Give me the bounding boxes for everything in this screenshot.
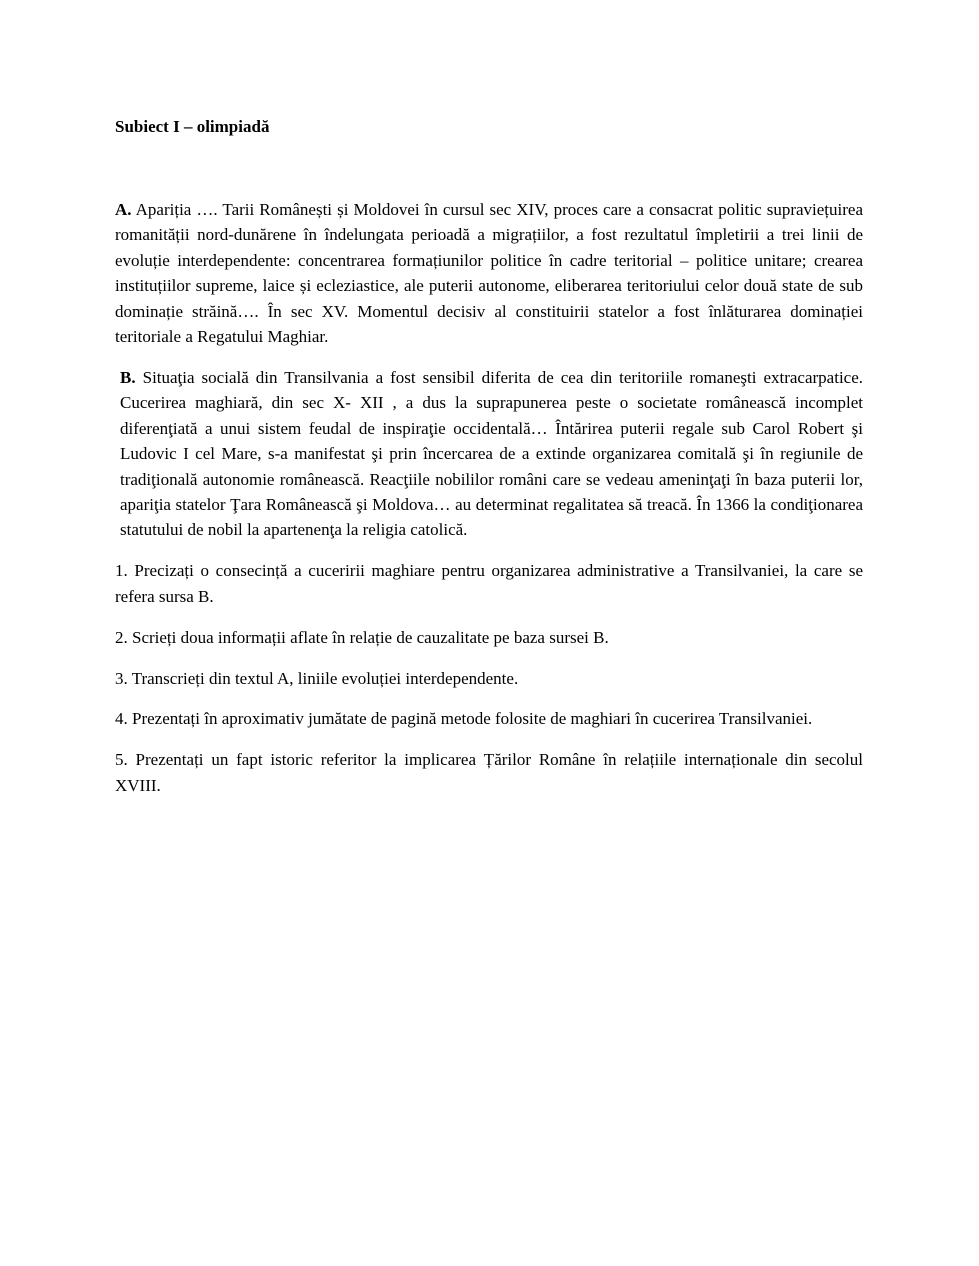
question-5: 5. Prezentați un fapt istoric referitor la implicarea Țărilor Române în relațiile internaționale din secolul XVIII. xyxy=(115,750,863,795)
source-b-label: B. xyxy=(120,367,136,387)
document-title: Subiect I – olimpiadă xyxy=(115,117,270,136)
document-body xyxy=(115,197,863,814)
source-a-paragraph xyxy=(115,197,863,349)
source-b-text: Situaţia socială din Transilvania a fost sensibil diferita de cea din teritoriile romaneşti extracarpatice. Cucerirea maghiară, din sec X- XII , a dus la suprapunerea peste o societate românească incomplet diferenţiată a unui sistem feudal de inspiraţie occidentală… Întărirea puterii regale sub Carol Robert şi Ludovic I cel Mare, s-a manifestat şi prin încercarea de a extinde organizarea comitală şi în regiunile de tradiţională autonomie românească. Reacţiile nobililor români care se vedeau ameninţaţi în baza puterii lor, apariţia statelor Ţara Românească şi Moldova… au determinat regalitatea să treacă. În 1366 la condiţionarea statutului de nobil la apartenenţa la religia catolică. xyxy=(120,367,864,540)
source-a-label: A. xyxy=(115,200,132,219)
question-4: 4. Prezentați în aproximativ jumătate de pagină metode folosite de maghiari în cucerirea Transilvaniei. xyxy=(115,709,813,729)
source-a-text: Apariția …. Tarii Românești și Moldovei în cursul sec XIV, proces care a consacrat politic supraviețuirea romanității nord-dunărene în îndelungata perioadă a migrațiilor, a fost rezultatul împletirii a trei linii de evoluție interdependente: concentrarea formațiunilor politice în cadre teritorial – politice unitare; crearea instituțiilor supreme, laice și ecleziastice, ale puterii autonome, eliberarea teritoriului celor două state de sub dominație străină…. În sec XV. Momentul decisiv al constituirii statelor a fost înlăturarea dominației teritoriale a Regatului Maghiar. xyxy=(115,200,863,347)
source-b-paragraph xyxy=(115,365,863,543)
question-3: 3. Transcrieți din textul A, liniile evoluției interdependente. xyxy=(115,668,519,688)
question-1: 1. Precizați o consecință a cuceririi maghiare pentru organizarea administrative a Transilvaniei, la care se refera sursa B. xyxy=(115,561,863,606)
question-2: 2. Scrieți doua informații aflate în relație de cauzalitate pe baza sursei B. xyxy=(115,627,609,647)
